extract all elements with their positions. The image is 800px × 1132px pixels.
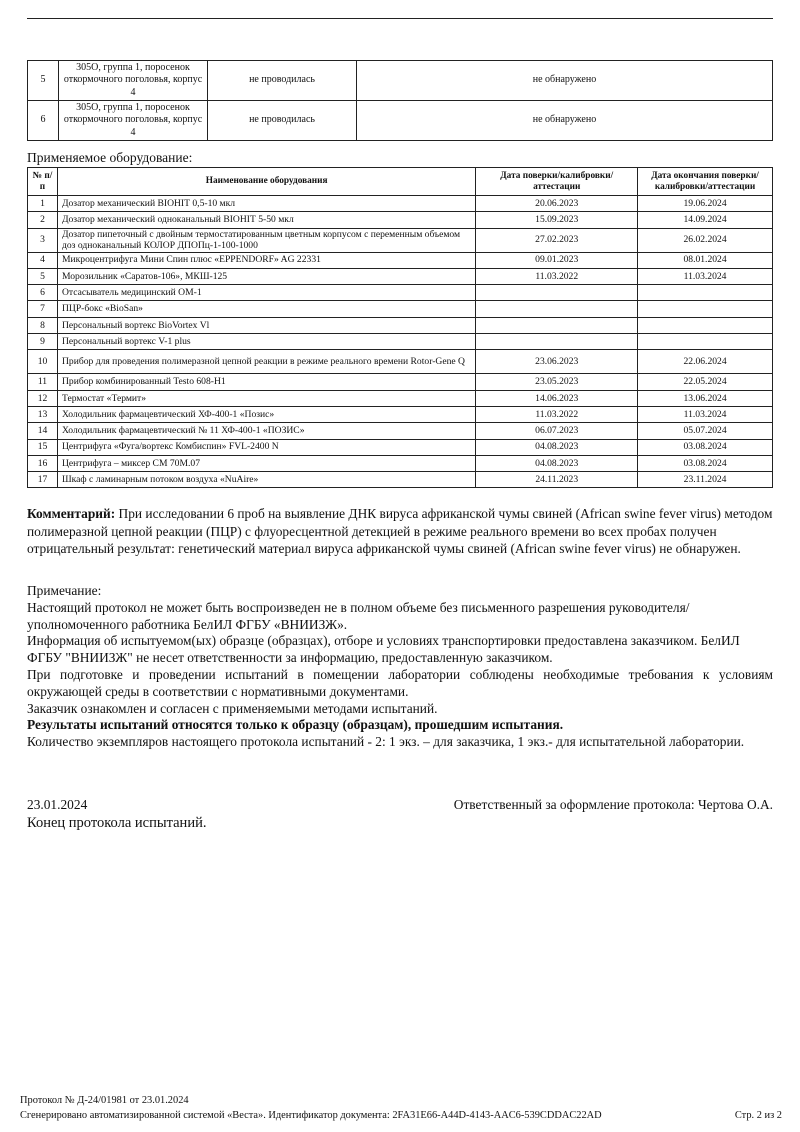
row-number: 5 xyxy=(28,61,59,101)
row-number: 16 xyxy=(28,455,58,471)
equipment-name: ПЦР-бокс «BioSan» xyxy=(57,301,475,317)
date-end xyxy=(638,301,773,317)
row-number: 7 xyxy=(28,301,58,317)
equipment-name: Центрифуга – миксер СМ 70М.07 xyxy=(57,455,475,471)
row-number: 17 xyxy=(28,472,58,488)
results-table xyxy=(27,60,773,141)
equipment-name: Шкаф с ламинарным потоком воздуха «NuAire» xyxy=(57,472,475,488)
equipment-name: Прибор для проведения полимеразной цепной реакции в режиме реального времени Rotor-Gene Q xyxy=(57,350,475,374)
row-number: 2 xyxy=(28,212,58,228)
date-end xyxy=(638,285,773,301)
date-check: 14.06.2023 xyxy=(476,390,638,406)
table-row xyxy=(28,101,773,141)
page-number: Стр. 2 из 2 xyxy=(734,1110,782,1121)
sample-prep: не проводилась xyxy=(208,61,357,101)
header-date-end: Дата окончания поверки/калибровки/аттестации xyxy=(638,168,773,196)
equipment-name: Морозильник «Саратов-106», МКШ-125 xyxy=(57,268,475,284)
date-end: 13.06.2024 xyxy=(638,390,773,406)
responsible-person: Ответственный за оформление протокола: Чертова О.А. xyxy=(453,797,773,812)
date-check: 11.03.2022 xyxy=(476,406,638,422)
date-check: 09.01.2023 xyxy=(476,252,638,268)
footer-protocol: Протокол № Д-24/01981 от 23.01.2024 xyxy=(20,1095,189,1106)
table-row xyxy=(28,350,773,374)
equipment-name: Дозатор пипеточный с двойным термостатированным цветным корпусом с переменным объемом доз одноканальный КОЛОР ДПОПц-1-100-1000 xyxy=(57,228,475,252)
copies-statement: Количество экземпляров настоящего протокола испытаний - 2: 1 экз. – для заказчика, 1 экз.- для испытательной лаборатории. xyxy=(27,734,745,750)
sample-prep: не проводилась xyxy=(208,101,357,141)
date-end: 14.09.2024 xyxy=(638,212,773,228)
date-check xyxy=(476,285,638,301)
date-check: 23.05.2023 xyxy=(476,374,638,390)
row-number: 6 xyxy=(28,285,58,301)
comment-block xyxy=(27,505,773,558)
table-row xyxy=(28,301,773,317)
table-row xyxy=(28,196,773,212)
equipment-table xyxy=(27,167,773,488)
row-number: 3 xyxy=(28,228,58,252)
date-check xyxy=(476,301,638,317)
equipment-name: Холодильник фармацевтический № 11 ХФ-400-1 «ПОЗИС» xyxy=(57,423,475,439)
date-end: 03.08.2024 xyxy=(638,439,773,455)
date-check: 27.02.2023 xyxy=(476,228,638,252)
bold-statement: Результаты испытаний относятся только к образцу (образцам), прошедшим испытания. xyxy=(27,717,564,733)
equipment-name: Термостат «Термит» xyxy=(57,390,475,406)
end-of-protocol: Конец протокола испытаний. xyxy=(27,815,207,831)
equipment-name: Персональный вортекс V-1 plus xyxy=(57,334,475,350)
comment-label: Комментарий: xyxy=(27,506,116,521)
header-num: № п/п xyxy=(28,168,58,196)
test-result: не обнаружено xyxy=(357,61,773,101)
equipment-name: Центрифуга «Фуга/вортекс Комбиспин» FVL-2400 N xyxy=(57,439,475,455)
table-row xyxy=(28,317,773,333)
comment-text: При исследовании 6 проб на выявление ДНК вируса африканской чумы свиней (African swine fever virus) методом полимеразной цепной реакции (ПЦР) с флуоресцентной детекцией в режиме реального времени во всех пробах получен отрицательный результат: генетический материал вируса африканской чумы свиней (African swine fever virus) не обнаружен. xyxy=(27,506,773,556)
table-row xyxy=(28,61,773,101)
table-row xyxy=(28,455,773,471)
table-row xyxy=(28,374,773,390)
row-number: 12 xyxy=(28,390,58,406)
date-check xyxy=(476,334,638,350)
date-check: 20.06.2023 xyxy=(476,196,638,212)
header-date-check: Дата поверки/калибровки/аттестации xyxy=(476,168,638,196)
row-number: 1 xyxy=(28,196,58,212)
equipment-name: Микроцентрифуга Мини Спин плюс «EPPENDORF» AG 22331 xyxy=(57,252,475,268)
note-item: Информация об испытуемом(ых) образце (образцах), отборе и условиях транспортировки предоставлена заказчиком. БелИЛ ФГБУ "ВНИИЗЖ" не несет ответственности за информацию, предоставленную заказчиком. xyxy=(27,633,740,666)
date-end: 26.02.2024 xyxy=(638,228,773,252)
table-header-row xyxy=(28,168,773,196)
date-end: 08.01.2024 xyxy=(638,252,773,268)
sample-description: 305О, группа 1, поросенок откормочного поголовья, корпус 4 xyxy=(59,61,208,101)
date-check: 15.09.2023 xyxy=(476,212,638,228)
date-end: 03.08.2024 xyxy=(638,455,773,471)
date-end: 11.03.2024 xyxy=(638,268,773,284)
row-number: 10 xyxy=(28,350,58,374)
table-row xyxy=(28,472,773,488)
signature-date: 23.01.2024 xyxy=(27,797,88,812)
equipment-name: Дозатор механический одноканальный ВIОНIТ 5-50 мкл xyxy=(57,212,475,228)
date-end xyxy=(638,334,773,350)
row-number: 15 xyxy=(28,439,58,455)
date-check: 04.08.2023 xyxy=(476,455,638,471)
table-row xyxy=(28,252,773,268)
date-end: 11.03.2024 xyxy=(638,406,773,422)
date-end: 05.07.2024 xyxy=(638,423,773,439)
row-number: 14 xyxy=(28,423,58,439)
header-name: Наименование оборудования xyxy=(57,168,475,196)
row-number: 11 xyxy=(28,374,58,390)
date-end xyxy=(638,317,773,333)
table-row xyxy=(28,406,773,422)
equipment-name: Дозатор механический ВIОНIТ 0,5-10 мкл xyxy=(57,196,475,212)
top-table-border xyxy=(27,18,773,19)
date-end: 22.05.2024 xyxy=(638,374,773,390)
table-row xyxy=(28,423,773,439)
date-end: 23.11.2024 xyxy=(638,472,773,488)
row-number: 6 xyxy=(28,101,59,141)
page-footer xyxy=(20,1093,782,1123)
date-check: 23.06.2023 xyxy=(476,350,638,374)
footer-generated: Сгенерировано автоматизированной системой «Веста». Идентификатор документа: 2FA31E66-A44D-4143-AAC6-539CDDAC22AD xyxy=(20,1110,602,1121)
note-item: Заказчик ознакомлен и согласен с применяемыми методами испытаний. xyxy=(27,700,438,716)
row-number: 9 xyxy=(28,334,58,350)
notes-block xyxy=(27,583,773,751)
note-item: Настоящий протокол не может быть воспроизведен не в полном объеме без письменного разрешения руководителя/уполномоченного работника БелИЛ ФГБУ «ВНИИЗЖ». xyxy=(27,599,690,632)
equipment-name: Отсасыватель медицинский ОМ-1 xyxy=(57,285,475,301)
note-item: При подготовке и проведении испытаний в помещении лаборатории соблюдены необходимые требования к условиям окружающей среды в соответствии с нормативными документами. xyxy=(27,666,773,699)
equipment-title: Применяемое оборудование: xyxy=(27,150,193,165)
row-number: 8 xyxy=(28,317,58,333)
row-number: 4 xyxy=(28,252,58,268)
date-check xyxy=(476,317,638,333)
date-check: 24.11.2023 xyxy=(476,472,638,488)
table-row xyxy=(28,285,773,301)
date-end: 22.06.2024 xyxy=(638,350,773,374)
date-end: 19.06.2024 xyxy=(638,196,773,212)
equipment-name: Прибор комбинированный Testo 608-H1 xyxy=(57,374,475,390)
date-check: 06.07.2023 xyxy=(476,423,638,439)
date-check: 04.08.2023 xyxy=(476,439,638,455)
equipment-name: Холодильник фармацевтический ХФ-400-1 «Позис» xyxy=(57,406,475,422)
table-row xyxy=(28,334,773,350)
table-row xyxy=(28,390,773,406)
table-row xyxy=(28,268,773,284)
equipment-name: Персональный вортекс BioVortex Vl xyxy=(57,317,475,333)
date-check: 11.03.2022 xyxy=(476,268,638,284)
table-row xyxy=(28,212,773,228)
notes-title: Примечание: xyxy=(27,583,102,598)
row-number: 13 xyxy=(28,406,58,422)
test-result: не обнаружено xyxy=(357,101,773,141)
table-row xyxy=(28,439,773,455)
table-row xyxy=(28,228,773,252)
row-number: 5 xyxy=(28,268,58,284)
sample-description: 305О, группа 1, поросенок откормочного поголовья, корпус 4 xyxy=(59,101,208,141)
